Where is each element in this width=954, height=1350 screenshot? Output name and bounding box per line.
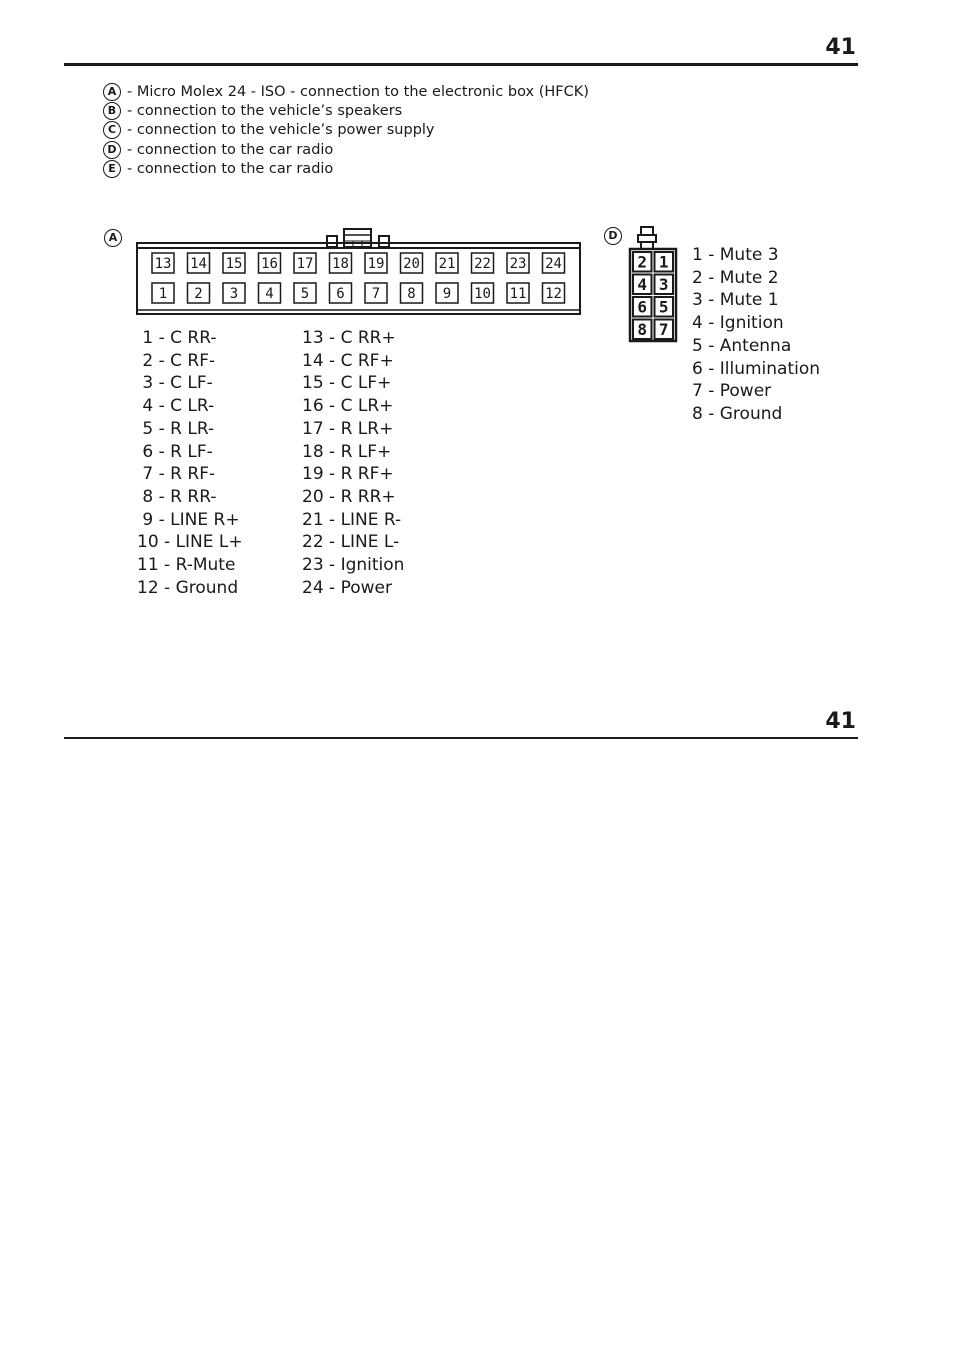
d-pin-number-4: 4 — [637, 275, 648, 294]
pin-description: 20 - R RR+ — [302, 486, 396, 507]
pin-number-16: 16 — [261, 256, 278, 272]
d-pin-number-7: 7 — [658, 320, 669, 339]
connector-d-label: D — [604, 227, 622, 245]
pin-description: 9 - LINE R+ — [137, 509, 240, 530]
pin-number-18: 18 — [332, 256, 349, 272]
pin-description: 11 - R-Mute — [137, 555, 236, 576]
d-pin-description: 4 - Ignition — [692, 313, 784, 334]
connector-a-pins-left — [137, 327, 243, 599]
legend-text-b: - connection to the vehicle’s speakers — [127, 102, 403, 119]
d-pin-description: 3 - Mute 1 — [692, 290, 779, 311]
pin-number-23: 23 — [509, 256, 527, 272]
pin-number-1: 1 — [158, 286, 168, 302]
pin-number-24: 24 — [545, 256, 562, 272]
pin-number-17: 17 — [296, 256, 314, 272]
pin-description: 24 - Power — [302, 577, 392, 598]
connector-a-pins-right — [302, 327, 404, 599]
connector-d-grid — [633, 252, 673, 339]
pin-description: 13 - C RR+ — [302, 328, 396, 348]
page-number-top: 41 — [825, 35, 856, 60]
legend-item-e — [103, 159, 589, 178]
pin-number-2: 2 — [194, 286, 203, 302]
d-pin-number-1: 1 — [658, 252, 669, 272]
pin-description: 4 - C LR- — [137, 396, 215, 417]
d-pin-description: 1 - Mute 3 — [692, 245, 779, 265]
pin-description: 19 - R RF+ — [302, 464, 394, 485]
connector-d-pins — [692, 244, 820, 426]
pin-description: 21 - LINE R- — [302, 509, 402, 530]
pin-number-14: 14 — [190, 256, 207, 272]
pin-description: 8 - R RR- — [137, 486, 217, 507]
legend-letter-e: E — [103, 160, 121, 178]
legend-text-e: - connection to the car radio — [127, 160, 334, 177]
pin-description: 10 - LINE L+ — [137, 532, 243, 553]
top-rule — [64, 63, 858, 66]
legend-text-a: - Micro Molex 24 - ISO - connection to the electronic box (HFCK) — [127, 83, 589, 100]
legend-item-c — [103, 121, 589, 140]
pin-number-6: 6 — [336, 286, 345, 302]
pin-description: 17 - R LR+ — [302, 418, 394, 439]
pin-number-5: 5 — [300, 286, 310, 302]
connector-a-diagram — [130, 222, 586, 320]
legend-letter-b: B — [103, 102, 121, 120]
pin-description: 23 - Ignition — [302, 555, 405, 576]
pin-number-4: 4 — [265, 286, 274, 302]
pin-number-3: 3 — [229, 286, 239, 302]
page-number-bottom: 41 — [825, 709, 856, 734]
pin-number-22: 22 — [474, 256, 491, 272]
connector-a-label: A — [104, 229, 122, 247]
pin-description: 1 - C RR- — [137, 328, 217, 348]
legend-item-d — [103, 140, 589, 159]
d-pin-number-2: 2 — [637, 252, 648, 272]
pin-description: 14 - C RF+ — [302, 350, 394, 371]
pin-number-20: 20 — [403, 256, 420, 272]
d-pin-number-3: 3 — [658, 275, 669, 294]
connection-legend — [103, 82, 589, 178]
pin-number-11: 11 — [509, 286, 527, 302]
pin-number-15: 15 — [225, 256, 243, 272]
pin-number-7: 7 — [371, 286, 381, 302]
pin-number-8: 8 — [407, 286, 416, 302]
d-pin-description: 6 - Illumination — [692, 358, 821, 379]
d-pin-number-6: 6 — [637, 297, 648, 317]
legend-text-c: - connection to the vehicle’s power supply — [127, 122, 435, 139]
legend-letter-c: C — [103, 121, 121, 139]
pin-description: 12 - Ground — [137, 577, 239, 598]
d-pin-number-8: 8 — [637, 320, 648, 339]
pin-number-13: 13 — [154, 256, 172, 272]
legend-item-a — [103, 82, 589, 101]
pin-description: 3 - C LF- — [137, 373, 213, 394]
legend-item-b — [103, 101, 589, 120]
pin-description: 18 - R LF+ — [302, 441, 392, 462]
pin-description: 16 - C LR+ — [302, 396, 394, 417]
pin-number-21: 21 — [438, 256, 456, 272]
pin-number-10: 10 — [474, 286, 491, 302]
pin-number-9: 9 — [442, 286, 452, 302]
pin-description: 6 - R LF- — [137, 441, 213, 462]
pin-description: 15 - C LF+ — [302, 373, 392, 394]
bottom-rule — [64, 737, 858, 739]
d-pin-description: 7 - Power — [692, 381, 772, 402]
pin-description: 22 - LINE L- — [302, 532, 400, 553]
legend-text-d: - connection to the car radio — [127, 141, 334, 158]
pin-number-12: 12 — [545, 286, 562, 302]
legend-letter-d: D — [103, 141, 121, 159]
d-pin-description: 8 - Ground — [692, 403, 783, 424]
pin-description: 7 - R RF- — [137, 464, 216, 485]
connector-d-diagram — [626, 224, 680, 346]
pin-description: 2 - C RF- — [137, 350, 216, 371]
pin-description: 5 - R LR- — [137, 418, 215, 439]
legend-letter-a: A — [103, 83, 121, 101]
pin-number-19: 19 — [367, 256, 385, 272]
connector-a-top-row — [152, 253, 565, 273]
d-pin-number-5: 5 — [658, 297, 669, 317]
d-pin-description: 5 - Antenna — [692, 335, 792, 356]
d-pin-description: 2 - Mute 2 — [692, 267, 779, 288]
connector-a-bottom-row — [152, 283, 565, 303]
